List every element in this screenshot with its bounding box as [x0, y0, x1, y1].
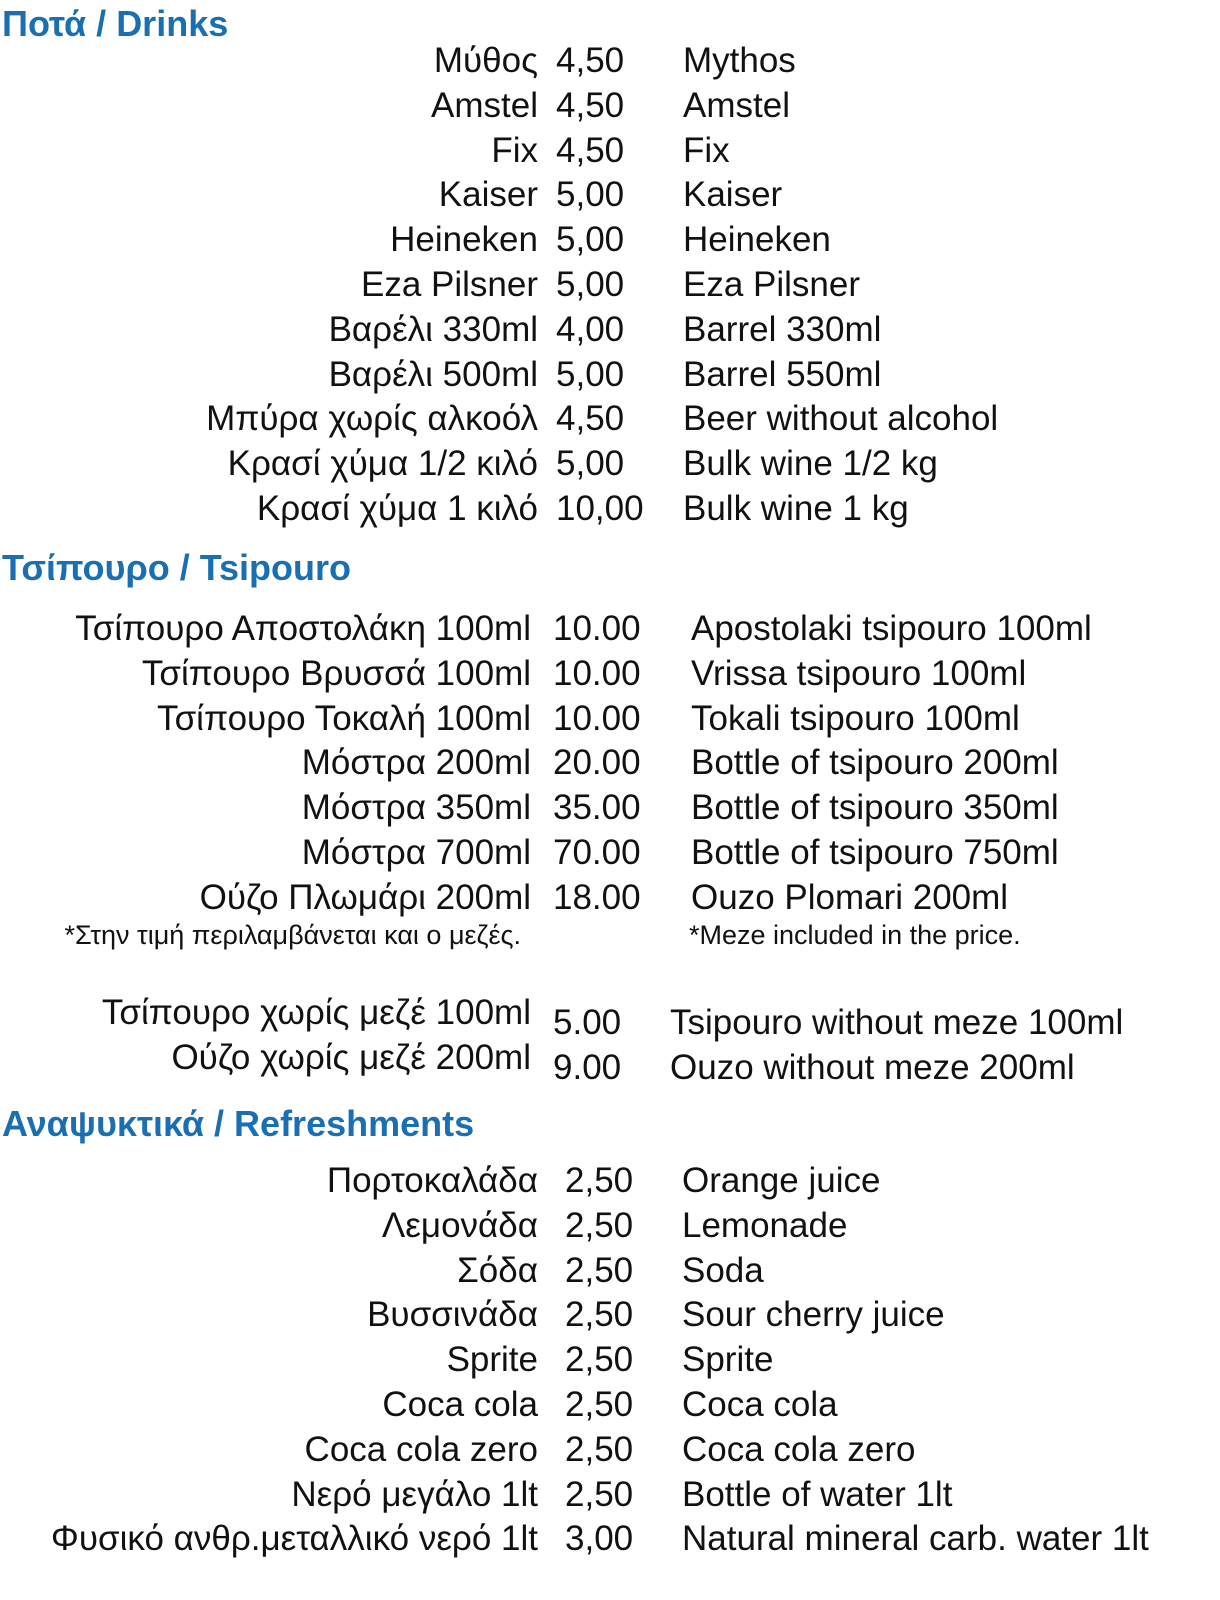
item-name-greek: Amstel — [431, 85, 538, 125]
item-name-english: Sprite — [682, 1340, 774, 1380]
item-price: 4,00 — [556, 309, 625, 349]
item-name-english: Soda — [682, 1250, 764, 1290]
item-name-greek: Τσίπουρο χωρίς μεζέ 100ml — [101, 993, 531, 1032]
menu-row — [0, 990, 1220, 1042]
item-name-english: Eza Pilsner — [683, 265, 861, 304]
item-name-greek: Βυσσινάδα — [367, 1295, 538, 1335]
menu-row — [0, 352, 1220, 398]
item-name-english: Mythos — [683, 41, 796, 80]
item-name-greek: Μόστρα 700ml — [301, 833, 531, 872]
item-name-english: Orange juice — [682, 1161, 881, 1200]
item-name-greek: Κρασί χύμα 1 κιλό — [256, 489, 538, 528]
item-name-greek: Τσίπουρο Αποστολάκη 100ml — [75, 609, 531, 648]
item-price: 5.00 — [553, 1003, 622, 1042]
item-price: 10.00 — [553, 698, 641, 738]
item-name-greek: Πορτοκαλάδα — [326, 1161, 538, 1200]
menu-row — [0, 1248, 1220, 1294]
item-name-english: Apostolaki tsipouro 100ml — [691, 609, 1092, 648]
menu-row — [0, 83, 1220, 129]
item-name-english: Beer without alcohol — [683, 399, 999, 439]
item-price: 2,50 — [565, 1250, 634, 1290]
menu-row — [0, 1472, 1220, 1518]
menu-row — [0, 830, 1220, 876]
item-name-greek: Μπύρα χωρίς αλκοόλ — [206, 399, 538, 439]
item-price: 2,50 — [565, 1340, 634, 1380]
item-price: 70.00 — [553, 833, 641, 872]
item-name-english: Fix — [683, 130, 730, 170]
item-price: 2,50 — [565, 1429, 634, 1469]
item-name-english: Heineken — [683, 220, 831, 260]
menu-row — [0, 1158, 1220, 1204]
item-price: 4,50 — [556, 85, 625, 125]
item-name-greek: Βαρέλι 500ml — [328, 354, 538, 394]
menu-row — [0, 1203, 1220, 1249]
menu-row — [0, 1382, 1220, 1428]
item-name-english: Bulk wine 1/2 kg — [683, 444, 938, 484]
item-price: 4,50 — [556, 41, 625, 80]
item-name-english: Bottle of water 1lt — [682, 1474, 953, 1514]
item-name-english: Vrissa tsipouro 100ml — [691, 653, 1027, 693]
menu-row — [0, 1292, 1220, 1338]
menu-row — [0, 441, 1220, 487]
item-name-greek: Τσίπουρο Τοκαλή 100ml — [157, 698, 531, 738]
menu-row — [0, 396, 1220, 442]
item-name-greek: Eza Pilsner — [360, 265, 538, 304]
item-price: 5,00 — [556, 265, 625, 304]
meze-note-greek: *Στην τιμή περιλαμβάνεται και ο μεζές. — [64, 920, 521, 950]
item-price: 5,00 — [556, 444, 625, 484]
menu-row — [0, 486, 1220, 532]
item-name-english: Tsipouro without meze 100ml — [670, 1003, 1124, 1042]
item-price: 35.00 — [553, 788, 641, 828]
item-price: 2,50 — [565, 1474, 634, 1514]
item-name-english: Barrel 550ml — [683, 354, 882, 394]
item-name-greek: Sprite — [446, 1340, 538, 1380]
item-name-english: Coca cola — [682, 1385, 838, 1424]
item-price: 5,00 — [556, 175, 625, 215]
menu-row — [0, 38, 1220, 84]
item-price: 4,50 — [556, 130, 625, 170]
menu-row — [0, 785, 1220, 831]
item-price: 10,00 — [556, 489, 644, 528]
item-name-english: Natural mineral carb. water 1lt — [682, 1519, 1149, 1559]
menu-row — [0, 217, 1220, 263]
menu-row — [0, 307, 1220, 353]
item-price: 9.00 — [553, 1047, 622, 1087]
item-name-greek: Κρασί χύμα 1/2 κιλό — [227, 444, 538, 484]
item-name-greek: Μόστρα 200ml — [301, 743, 531, 783]
item-price: 4,50 — [556, 399, 625, 439]
menu-row — [0, 1035, 1220, 1087]
item-name-greek: Ούζο Πλωμάρι 200ml — [199, 877, 531, 917]
menu-row — [0, 740, 1220, 786]
item-name-greek: Heineken — [390, 220, 538, 260]
item-name-english: Coca cola zero — [682, 1429, 916, 1469]
menu-row — [0, 1427, 1220, 1473]
menu-row — [0, 128, 1220, 174]
item-name-english: Sour cherry juice — [682, 1295, 945, 1335]
item-name-greek: Βαρέλι 330ml — [328, 309, 538, 349]
item-name-greek: Μύθος — [433, 41, 538, 80]
item-name-english: Kaiser — [683, 175, 783, 215]
item-name-english: Tokali tsipouro 100ml — [691, 698, 1020, 738]
item-name-greek: Fix — [491, 130, 538, 170]
item-name-english: Ouzo Plomari 200ml — [691, 877, 1009, 917]
item-name-greek: Σόδα — [457, 1250, 538, 1290]
item-price: 5,00 — [556, 354, 625, 394]
meze-note-english: *Meze included in the price. — [689, 920, 1021, 950]
item-price: 5,00 — [556, 220, 625, 260]
item-name-english: Bottle of tsipouro 350ml — [691, 788, 1059, 828]
item-name-greek: Coca cola — [382, 1385, 538, 1424]
item-name-english: Bulk wine 1 kg — [683, 489, 909, 528]
item-price: 10.00 — [553, 609, 641, 648]
menu-row — [0, 172, 1220, 218]
item-price: 2,50 — [565, 1385, 634, 1424]
item-name-greek: Kaiser — [438, 175, 538, 215]
item-name-greek: Ούζο χωρίς μεζέ 200ml — [171, 1037, 531, 1077]
menu-row — [0, 1516, 1220, 1562]
menu-row — [0, 1337, 1220, 1383]
item-name-english: Bottle of tsipouro 750ml — [691, 833, 1059, 872]
drinks-heading: Ποτά / Drinks — [2, 3, 229, 44]
item-name-greek: Νερό μεγάλο 1lt — [291, 1474, 538, 1514]
item-name-english: Amstel — [683, 85, 790, 125]
item-name-english: Barrel 330ml — [683, 309, 882, 349]
item-price: 18.00 — [553, 877, 641, 917]
menu-row — [0, 651, 1220, 697]
item-name-greek: Λεμονάδα — [381, 1205, 538, 1245]
item-price: 2,50 — [565, 1295, 634, 1335]
item-price: 2,50 — [565, 1161, 634, 1200]
item-name-english: Bottle of tsipouro 200ml — [691, 743, 1059, 783]
refreshments-heading: Αναψυκτικά / Refreshments — [2, 1103, 475, 1144]
menu-row — [0, 262, 1220, 308]
item-price: 10.00 — [553, 653, 641, 693]
item-name-greek: Φυσικό ανθρ.μεταλλικό νερό 1lt — [50, 1519, 538, 1559]
menu-row — [0, 696, 1220, 742]
menu-row — [0, 875, 1220, 921]
item-price: 20.00 — [553, 743, 641, 783]
menu-row — [0, 606, 1220, 652]
item-price: 3,00 — [565, 1519, 634, 1559]
item-name-english: Lemonade — [682, 1205, 848, 1245]
tsipouro-heading: Τσίπουρο / Tsipouro — [2, 547, 352, 588]
item-name-english: Ouzo without meze 200ml — [670, 1047, 1075, 1087]
item-name-greek: Τσίπουρο Βρυσσά 100ml — [141, 653, 531, 693]
item-name-greek: Μόστρα 350ml — [301, 788, 531, 828]
item-price: 2,50 — [565, 1205, 634, 1245]
item-name-greek: Coca cola zero — [304, 1429, 538, 1469]
